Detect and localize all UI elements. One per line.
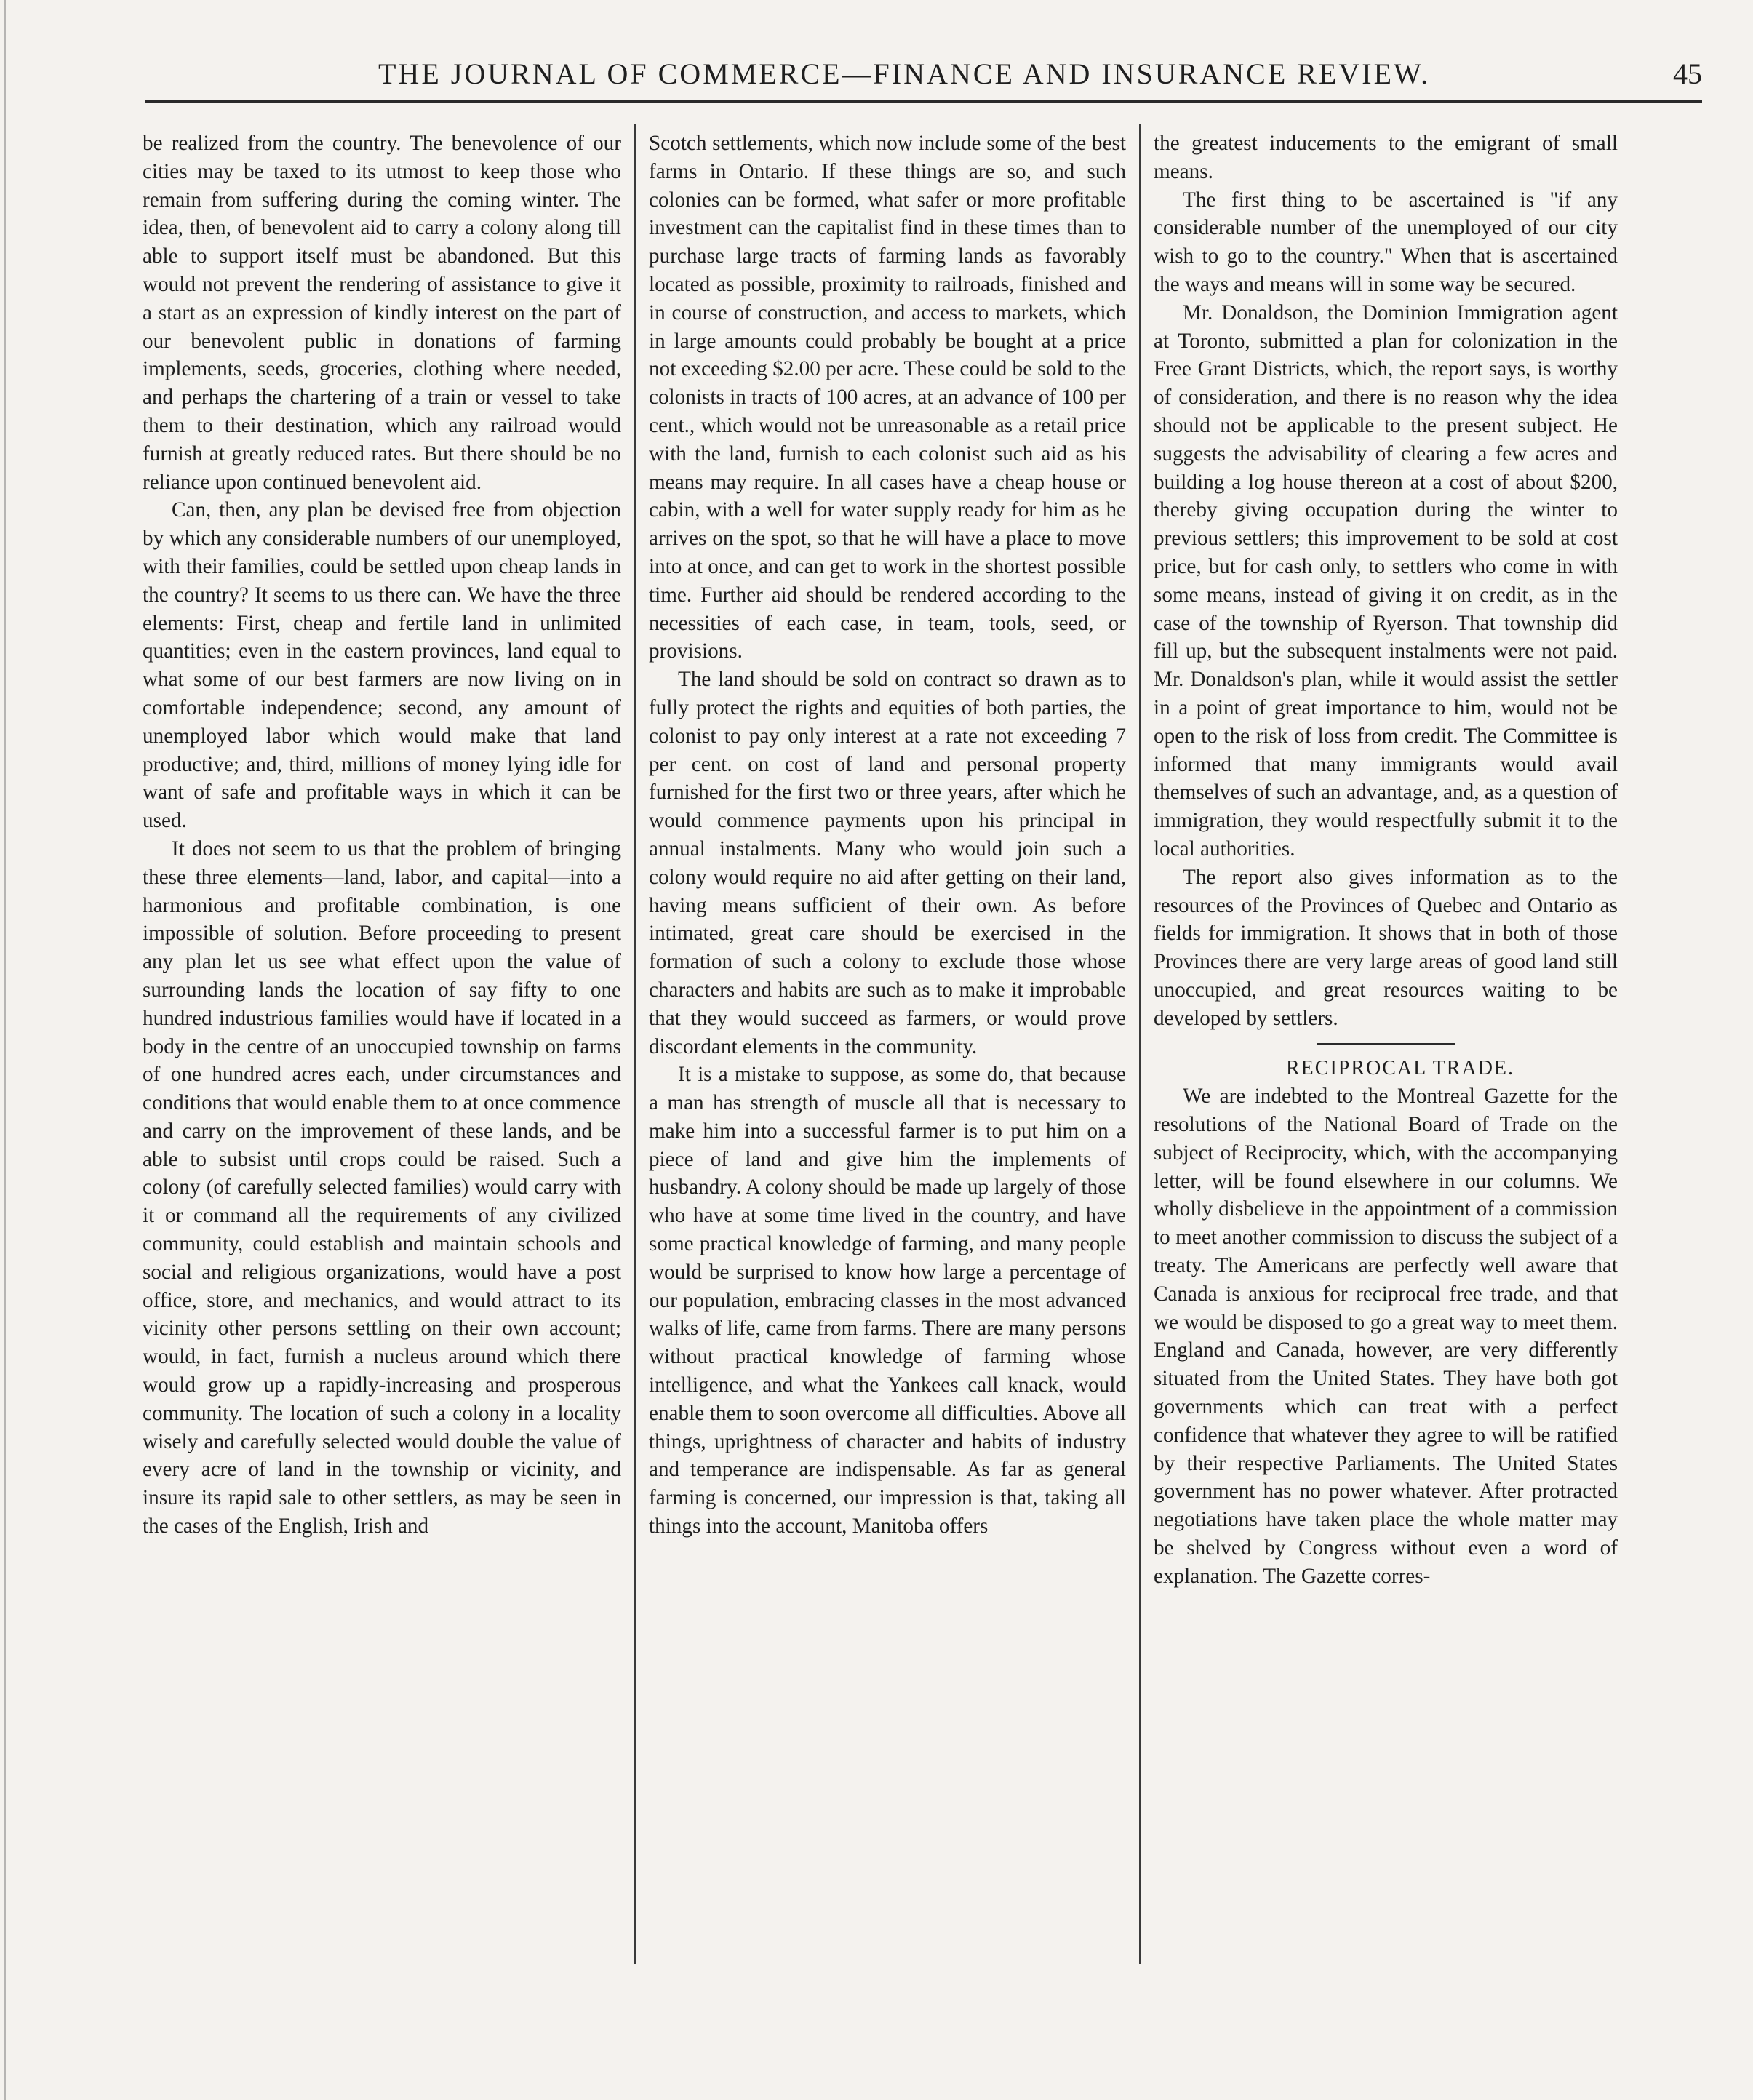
running-header (145, 57, 1702, 103)
paragraph: Mr. Donaldson, the Dominion Immigration agent at Toronto, submitted a plan for colonization in the Free Grant Districts, which, the report says, is worthy of consideration, and there is no reason why the idea should not be applicable to the present subject. He suggests the advisability of clearing a few acres and building a log house thereon at a cost of about $200, thereby giving occupation during the winter to previous settlers; this improvement to be sold at cost price, but for cash only, to settlers who come in with some means, instead of giving it on credit, as in the case of the township of Ryerson. That township did fill up, but the subsequent instalments were not paid. Mr. Donaldson's plan, while it would assist the settler in a point of great importance to him, would not be open to the risk of loss from credit. The Committee is informed that many immigrants would avail themselves of such an advantage, and, as a question of immigration, they would respectfully submit it to the local authorities. (1154, 300, 1618, 861)
paragraph: We are indebted to the Montreal Gazette for the resolutions of the National Board of Trade on the subject of Reciprocity, which, with the accompanying letter, will be found elsewhere in our columns. We wholly disbelieve in the appointment of a commission to meet another commission to discuss the subject of a treaty. The Americans are perfectly well aware that Canada is anxious for reciprocal free trade, and that we would be disposed to go a great way to meet them. England and Canada, however, are very differently situated from the United States. They have both got governments which can treat with a perfect confidence that whatever they agree to will be ratified by their respective Parliaments. The United States government has no power whatever. After protracted negotiations have taken place the whole matter may be shelved by Congress without even a word of explanation. The Gazette corres- (1154, 1085, 1618, 1588)
page-number: 45 (1673, 57, 1702, 90)
section-divider (1317, 1043, 1455, 1045)
paragraph: the greatest inducements to the emigrant of small means. (1154, 132, 1618, 183)
paragraph: It is a mistake to suppose, as some do, that because a man has strength of muscle all that is necessary to make him into a successful farmer is to put him on a piece of land and give him the implements of husbandry. A colony should be made up largely of those who have at some time lived in the country, and have some practical knowledge of farming, and many people would be surprised to know how large a percentage of our population, embracing classes in the most advanced walks of life, came from farms. There are many persons without practical knowledge of farming whose intelligence, and what the Yankees call knack, would enable them to soon overcome all difficulties. Above all things, uprightness of character and habits of industry and temperance are indispensable. As far as general farming is concerned, our impression is that, taking all things into the account, Manitoba offers (649, 1063, 1126, 1538)
paragraph: Scotch settlements, which now include some of the best farms in Ontario. If these things are so, and such colonies can be formed, what safer or more profitable investment can the capitalist find in these times than to purchase large tracts of farming lands as favorably located as possible, proximity to railroads, finished and in course of construction, and access to markets, which in large amounts could probably be bought at a price not exceeding $2.00 per acre. These could be sold to the colonists in tracts of 100 acres, at an advance of 100 per cent., which would not be unreasonable as a retail price with the land, furnish to each colonist such aid as his means may require. In all cases have a cheap house or cabin, with a well for water supply ready for him as he arrives on the spot, so that he will have a place to move into at once, and can get to work in the shortest possible time. Further aid should be rendered according to the necessities of each case, in team, tools, seed, or provisions. (649, 132, 1126, 663)
paragraph: The report also gives information as to the resources of the Provinces of Quebec and Ontario as fields for immigration. It shows that in both of those Provinces there are very large areas of good land still unoccupied, and great resources waiting to be developed by settlers. (1154, 865, 1618, 1030)
section-heading: RECIPROCAL TRADE. (1285, 1056, 1515, 1079)
journal-title: THE JOURNAL OF COMMERCE—FINANCE AND INSURANCE REVIEW. (378, 57, 1431, 90)
binding-edge (4, 0, 35, 2100)
paragraph: It does not seem to us that the problem of bringing these three elements—land, labor, and capital—into a harmonious and profitable combination, is one impossible of solution. Before proceeding to present any plan let us see what effect upon the value of surrounding lands the location of say fifty to one hundred industrious families would have if located in a body in the centre of an unoccupied township on farms of one hundred acres each, under circumstances and conditions that would enable them to at once commence and carry on the improvement of these lands, and be able to subsist until crops could be raised. Such a colony (of carefully selected families) would carry with it or command all the requirements of any civilized community, could establish and maintain schools and social and religious organizations, would have a post office, store, and mechanics, and would attract to its vicinity other persons settling on their own account; would, in fact, furnish a nucleus around which there would grow up a rapidly-increasing and prosperous community. The location of such a colony in a locality wisely and carefully selected would double the value of every acre of land in the township or vicinity, and insure its rapid sale to other settlers, as may be seen in the cases of the English, Irish and (143, 837, 621, 1538)
column-rule (1139, 124, 1141, 1964)
column-rule (634, 124, 636, 1964)
paragraph: be realized from the country. The benevolence of our cities may be taxed to its utmost to keep those who remain from suffering during the coming winter. The idea, then, of benevolent aid to carry a colony along till able to support itself must be abandoned. But this would not prevent the rendering of assistance to give it a start as an expression of kindly interest on the part of our benevolent public in donations of farming implements, seeds, groceries, clothing where needed, and perhaps the chartering of a train or vessel to take them to their destination, which any railroad would furnish at greatly reduced rates. But there should be no reliance upon continued benevolent aid. (143, 132, 621, 494)
column-2 (649, 129, 1126, 1541)
paragraph: The land should be sold on contract so drawn as to fully protect the rights and equities of both parties, the colonist to pay only interest at a rate not exceeding 7 per cent. on cost of land and personal property furnished for the first two or three years, after which he would commence payments upon his principal in annual instalments. Many who would join such a colony would require no aid after getting on their land, having means sufficient of their own. As before intimated, great care should be exercised in the formation of such a colony to exclude those whose characters and habits are such as to make it improbable that they would succeed as farmers, or would prove discordant elements in the community. (649, 668, 1126, 1058)
column-3 (1154, 129, 1618, 1591)
paragraph: Can, then, any plan be devised free from objection by which any considerable numbers of our unemployed, with their families, could be settled upon cheap lands in the country? It seems to us there can. We have the three elements: First, cheap and fertile land in unlimited quantities; even in the eastern provinces, land equal to what some of our best farmers are now living on in comfortable independence; second, any amount of unemployed labor which would make that land productive; and, third, millions of money lying idle for want of safe and profitable ways in which it can be used. (143, 498, 621, 833)
paragraph: The first thing to be ascertained is "if any considerable number of the unemployed of our city wish to go to the country." When that is ascertained the ways and means will in some way be secured. (1154, 188, 1618, 296)
column-1 (143, 129, 621, 1541)
